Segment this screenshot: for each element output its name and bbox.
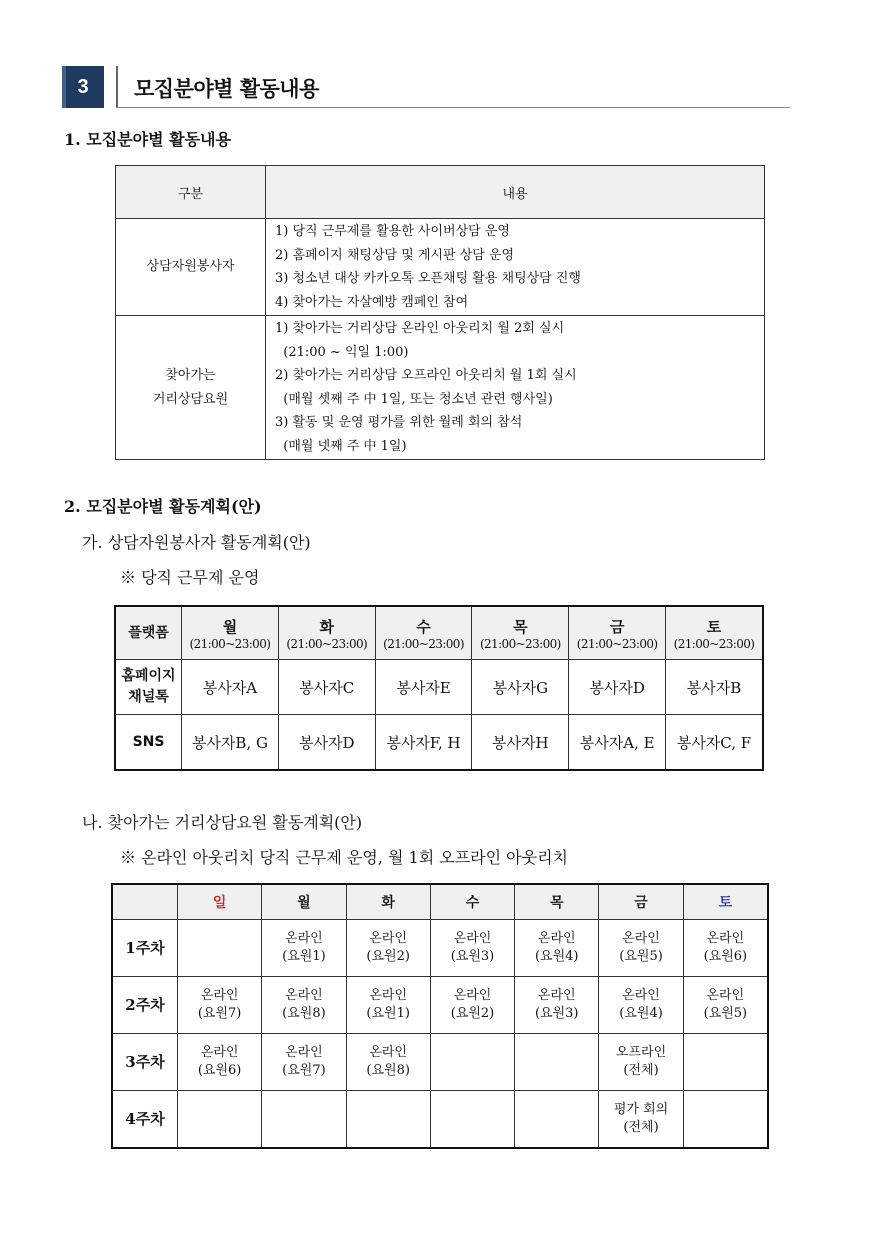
- day-header: 월: [262, 884, 346, 920]
- schedule-line: 온라인: [200, 1045, 239, 1060]
- category-line: 찾아가는: [165, 367, 216, 383]
- schedule-line: 온라인: [622, 988, 660, 1003]
- day-header: 목: [515, 884, 599, 920]
- content-cell: [266, 219, 765, 316]
- schedule-cell: [262, 1034, 346, 1091]
- schedule-cell: [430, 1091, 514, 1149]
- day-header: 일: [177, 884, 261, 920]
- schedule-line: (요원8): [366, 1063, 410, 1078]
- volunteer-cell: 봉사자E: [375, 660, 472, 715]
- day-header: [278, 606, 375, 660]
- sub-b-note: ※ 온라인 아웃리치 당직 근무제 운영, 월 1회 오프라인 아웃리치: [120, 848, 568, 867]
- schedule-line: (요원6): [197, 1063, 242, 1078]
- content-line: 1) 찾아가는 거리상담 온라인 아웃리치 월 2회 실시: [275, 321, 565, 336]
- schedule-cell: [515, 920, 599, 977]
- day-time: (21:00~23:00): [576, 636, 658, 651]
- schedule-cell: [262, 920, 346, 977]
- day-name: 수: [416, 617, 431, 636]
- outreach-schedule-table: [111, 883, 769, 1149]
- part1-heading: 1. 모집분야별 활동내용: [64, 130, 231, 149]
- schedule-cell: [515, 977, 599, 1034]
- content-line: 2) 찾아가는 거리상담 오프라인 아웃리치 월 1회 실시: [275, 368, 577, 383]
- schedule-line: 온라인: [285, 1045, 323, 1060]
- volunteer-cell: 봉사자D: [278, 715, 375, 771]
- col-header-content: 내용: [266, 166, 765, 219]
- day-name: 토: [706, 617, 722, 636]
- section-number: 3: [62, 66, 104, 108]
- content-line: 1) 당직 근무제를 활용한 사이버상담 운영: [275, 224, 510, 239]
- counselor-schedule-table: [114, 605, 764, 771]
- volunteer-cell: 봉사자C: [278, 660, 375, 715]
- volunteer-cell: 봉사자C, F: [666, 715, 763, 771]
- schedule-line: (요원3): [450, 949, 495, 964]
- schedule-line: 온라인: [537, 931, 576, 946]
- sub-a-note: ※ 당직 근무제 운영: [120, 568, 260, 587]
- platform-cell: [115, 660, 182, 715]
- schedule-cell: [177, 1034, 261, 1091]
- volunteer-cell: 봉사자B, G: [182, 715, 279, 771]
- schedule-line: (요원7): [197, 1006, 242, 1021]
- schedule-line: (요원1): [366, 1006, 410, 1021]
- schedule-line: (전체): [623, 1120, 659, 1135]
- schedule-cell: [683, 1091, 768, 1149]
- schedule-line: 온라인: [453, 988, 492, 1003]
- schedule-line: (요원5): [703, 1006, 748, 1021]
- day-name: 목: [513, 617, 528, 636]
- table-row: [116, 316, 765, 460]
- schedule-line: (요원4): [534, 949, 579, 964]
- day-time: (21:00~23:00): [479, 636, 561, 651]
- schedule-cell: [177, 1091, 261, 1149]
- schedule-cell: [599, 920, 683, 977]
- schedule-line: 온라인: [453, 931, 492, 946]
- schedule-line: 오프라인: [615, 1045, 667, 1060]
- day-time: (21:00~23:00): [383, 636, 464, 651]
- week-label: 1주차: [112, 920, 177, 977]
- category-cell: [116, 219, 266, 316]
- schedule-line: (요원3): [534, 1006, 579, 1021]
- day-time: (21:00~23:00): [673, 636, 755, 651]
- schedule-cell: [177, 977, 261, 1034]
- schedule-line: (요원5): [619, 949, 663, 964]
- schedule-line: 온라인: [537, 988, 576, 1003]
- schedule-cell: [262, 1091, 346, 1149]
- schedule-line: (요원4): [619, 1006, 663, 1021]
- content-line: 4) 찾아가는 자살예방 캠페인 참여: [275, 294, 469, 310]
- schedule-line: 온라인: [285, 988, 323, 1003]
- schedule-cell: [430, 1034, 514, 1091]
- content-line: 3) 활동 및 운영 평가를 위한 월례 회의 참석: [275, 415, 523, 430]
- section-title: 모집분야별 활동내용: [134, 77, 319, 101]
- schedule-line: (요원6): [703, 949, 748, 964]
- table-row: [116, 219, 765, 316]
- schedule-cell: [515, 1034, 599, 1091]
- content-line: (21:00 ~ 익일 1:00): [275, 344, 409, 360]
- content-cell: [266, 316, 765, 460]
- content-line: (매월 넷째 주 中 1일): [275, 438, 407, 454]
- volunteer-cell: 봉사자G: [472, 660, 569, 715]
- schedule-cell: [599, 1034, 683, 1091]
- day-name: 월: [222, 617, 238, 636]
- content-line: (매월 셋째 주 中 1일, 또는 청소년 관련 행사일): [275, 391, 553, 407]
- schedule-line: 온라인: [200, 988, 239, 1003]
- volunteer-cell: 봉사자F, H: [375, 715, 472, 771]
- schedule-line: 온라인: [369, 931, 408, 946]
- schedule-cell: [430, 977, 514, 1034]
- day-time: (21:00~23:00): [189, 636, 271, 651]
- volunteer-cell: 봉사자A, E: [569, 715, 666, 771]
- day-header: 수: [430, 884, 514, 920]
- table-row: [112, 1091, 768, 1149]
- schedule-line: 온라인: [285, 931, 323, 946]
- category-line: 상담자원봉사자: [146, 259, 235, 274]
- schedule-cell: [515, 1091, 599, 1149]
- table-row: [112, 1034, 768, 1091]
- sub-b-heading: 나. 찾아가는 거리상담요원 활동계획(안): [82, 813, 363, 832]
- schedule-cell: [683, 977, 768, 1034]
- platform-line: 채널톡: [128, 689, 169, 705]
- schedule-cell: [346, 920, 430, 977]
- schedule-line: 평가 회의: [613, 1102, 669, 1117]
- day-time: (21:00~23:00): [286, 636, 368, 651]
- day-header: 금: [599, 884, 683, 920]
- volunteer-cell: 봉사자A: [182, 660, 279, 715]
- volunteer-cell: 봉사자B: [666, 660, 763, 715]
- sub-a-heading: 가. 상담자원봉사자 활동계획(안): [82, 533, 311, 552]
- platform-header: 플랫폼: [115, 606, 182, 660]
- schedule-line: (요원2): [366, 949, 410, 964]
- platform-cell: [115, 715, 182, 771]
- volunteer-cell: 봉사자H: [472, 715, 569, 771]
- week-label: 4주차: [112, 1091, 177, 1149]
- category-line: 거리상담요원: [152, 391, 229, 407]
- schedule-line: (요원2): [450, 1006, 495, 1021]
- table-row: [115, 715, 763, 771]
- content-line: 3) 청소년 대상 카카오톡 오픈채팅 활용 채팅상담 진행: [275, 271, 581, 286]
- schedule-line: (요원1): [282, 949, 326, 964]
- schedule-cell: [683, 920, 768, 977]
- week-header-blank: [112, 884, 177, 920]
- schedule-line: 온라인: [622, 931, 660, 946]
- schedule-line: 온라인: [369, 988, 408, 1003]
- schedule-line: (전체): [623, 1063, 659, 1078]
- day-header: [182, 606, 279, 660]
- schedule-line: (요원8): [282, 1006, 326, 1021]
- day-header: 토: [683, 884, 768, 920]
- schedule-cell: [346, 977, 430, 1034]
- platform-line: 홈페이지: [121, 668, 176, 684]
- schedule-cell: [346, 1034, 430, 1091]
- part2-heading: 2. 모집분야별 활동계획(안): [64, 497, 262, 516]
- activity-content-table: [115, 165, 765, 460]
- content-line: 2) 홈페이지 채팅상담 및 게시판 상담 운영: [275, 247, 515, 263]
- week-label: 2주차: [112, 977, 177, 1034]
- day-header: [666, 606, 763, 660]
- schedule-line: 온라인: [706, 931, 745, 946]
- volunteer-cell: 봉사자D: [569, 660, 666, 715]
- schedule-cell: [346, 1091, 430, 1149]
- schedule-line: 온라인: [706, 988, 745, 1003]
- section-underline: [116, 107, 790, 108]
- day-header: [375, 606, 472, 660]
- week-label: 3주차: [112, 1034, 177, 1091]
- schedule-cell: [683, 1034, 768, 1091]
- category-cell: [116, 316, 266, 460]
- table-row: [115, 660, 763, 715]
- day-header: [569, 606, 666, 660]
- table-row: [112, 977, 768, 1034]
- schedule-line: 온라인: [369, 1045, 408, 1060]
- section-divider: [116, 66, 118, 108]
- day-header: 화: [346, 884, 430, 920]
- schedule-cell: [599, 977, 683, 1034]
- section-header: [62, 66, 790, 108]
- table-row: [112, 920, 768, 977]
- platform-line: SNS: [132, 733, 165, 750]
- schedule-cell: [599, 1091, 683, 1149]
- schedule-cell: [430, 920, 514, 977]
- schedule-line: (요원7): [282, 1063, 326, 1078]
- day-name: 금: [609, 617, 625, 636]
- schedule-cell: [177, 920, 261, 977]
- day-name: 화: [319, 617, 334, 636]
- schedule-cell: [262, 977, 346, 1034]
- day-header: [472, 606, 569, 660]
- col-header-category: 구분: [116, 166, 266, 219]
